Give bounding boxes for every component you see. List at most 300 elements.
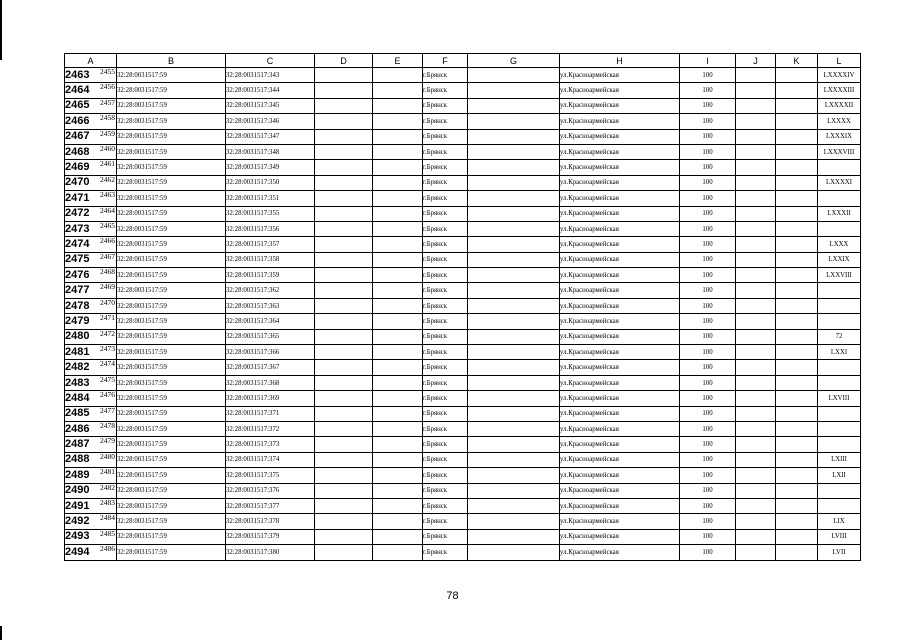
cell-g[interactable] — [468, 360, 560, 375]
cell-g[interactable] — [468, 98, 560, 113]
cell-h[interactable]: ул.Красноармейская — [560, 314, 680, 329]
row-number-cell[interactable] — [65, 206, 117, 221]
cell-d[interactable] — [315, 191, 373, 206]
cell-h[interactable]: ул.Красноармейская — [560, 498, 680, 513]
cell-f[interactable]: г.Брянск — [423, 545, 468, 560]
cell-g[interactable] — [468, 329, 560, 344]
cell-h[interactable]: ул.Красноармейская — [560, 237, 680, 252]
cell-g[interactable] — [468, 268, 560, 283]
cell-d[interactable] — [315, 144, 373, 159]
cell-c[interactable]: 32:28:0031517:345 — [226, 98, 315, 113]
row-number-cell[interactable] — [65, 68, 117, 83]
cell-i[interactable]: 100 — [680, 98, 736, 113]
cell-k[interactable] — [776, 129, 818, 144]
cell-c[interactable]: 32:28:0031517:379 — [226, 529, 315, 544]
cell-h[interactable]: ул.Красноармейская — [560, 144, 680, 159]
cell-i[interactable]: 100 — [680, 406, 736, 421]
cell-g[interactable] — [468, 345, 560, 360]
cell-b[interactable]: 32:28:0031517:59 — [117, 452, 226, 467]
cell-c[interactable]: 32:28:0031517:377 — [226, 498, 315, 513]
cell-b[interactable]: 32:28:0031517:59 — [117, 375, 226, 390]
cell-i[interactable]: 100 — [680, 314, 736, 329]
cell-e[interactable] — [373, 298, 423, 313]
cell-k[interactable] — [776, 191, 818, 206]
cell-h[interactable]: ул.Красноармейская — [560, 98, 680, 113]
cell-c[interactable]: 32:28:0031517:355 — [226, 206, 315, 221]
cell-j[interactable] — [736, 129, 776, 144]
cell-d[interactable] — [315, 406, 373, 421]
cell-h[interactable]: ул.Красноармейская — [560, 514, 680, 529]
cell-d[interactable] — [315, 421, 373, 436]
cell-d[interactable] — [315, 329, 373, 344]
cell-c[interactable]: 32:28:0031517:378 — [226, 514, 315, 529]
cell-b[interactable]: 32:28:0031517:59 — [117, 498, 226, 513]
cell-f[interactable]: г.Брянск — [423, 83, 468, 98]
cell-l[interactable]: LXXXXIV — [818, 68, 861, 83]
cell-c[interactable]: 32:28:0031517:343 — [226, 68, 315, 83]
cell-h[interactable]: ул.Красноармейская — [560, 283, 680, 298]
cell-j[interactable] — [736, 206, 776, 221]
cell-f[interactable]: г.Брянск — [423, 191, 468, 206]
row-number-cell[interactable] — [65, 175, 117, 190]
cell-e[interactable] — [373, 68, 423, 83]
cell-e[interactable] — [373, 468, 423, 483]
cell-j[interactable] — [736, 175, 776, 190]
column-header-g[interactable]: G — [468, 54, 560, 68]
cell-k[interactable] — [776, 298, 818, 313]
cell-i[interactable]: 100 — [680, 514, 736, 529]
cell-k[interactable] — [776, 498, 818, 513]
cell-k[interactable] — [776, 545, 818, 560]
cell-d[interactable] — [315, 437, 373, 452]
cell-b[interactable]: 32:28:0031517:59 — [117, 160, 226, 175]
cell-l[interactable]: LXVIII — [818, 391, 861, 406]
cell-j[interactable] — [736, 329, 776, 344]
cell-e[interactable] — [373, 252, 423, 267]
row-number-cell[interactable] — [65, 129, 117, 144]
cell-k[interactable] — [776, 206, 818, 221]
row-number-cell[interactable] — [65, 437, 117, 452]
cell-f[interactable]: г.Брянск — [423, 452, 468, 467]
row-number-cell[interactable] — [65, 114, 117, 129]
cell-h[interactable]: ул.Красноармейская — [560, 468, 680, 483]
cell-d[interactable] — [315, 268, 373, 283]
cell-e[interactable] — [373, 144, 423, 159]
cell-f[interactable]: г.Брянск — [423, 345, 468, 360]
row-number-cell[interactable] — [65, 314, 117, 329]
cell-g[interactable] — [468, 391, 560, 406]
cell-f[interactable]: г.Брянск — [423, 406, 468, 421]
cell-g[interactable] — [468, 83, 560, 98]
cell-i[interactable]: 100 — [680, 144, 736, 159]
cell-k[interactable] — [776, 483, 818, 498]
cell-e[interactable] — [373, 83, 423, 98]
cell-g[interactable] — [468, 545, 560, 560]
cell-f[interactable]: г.Брянск — [423, 360, 468, 375]
cell-h[interactable]: ул.Красноармейская — [560, 160, 680, 175]
column-header-h[interactable]: H — [560, 54, 680, 68]
cell-d[interactable] — [315, 283, 373, 298]
cell-g[interactable] — [468, 375, 560, 390]
cell-g[interactable] — [468, 468, 560, 483]
cell-d[interactable] — [315, 252, 373, 267]
cell-g[interactable] — [468, 529, 560, 544]
cell-c[interactable]: 32:28:0031517:364 — [226, 314, 315, 329]
cell-l[interactable]: LIX — [818, 514, 861, 529]
cell-f[interactable]: г.Брянск — [423, 252, 468, 267]
cell-e[interactable] — [373, 406, 423, 421]
cell-k[interactable] — [776, 160, 818, 175]
cell-k[interactable] — [776, 345, 818, 360]
row-number-cell[interactable] — [65, 98, 117, 113]
cell-l[interactable]: LXXVIII — [818, 268, 861, 283]
cell-b[interactable]: 32:28:0031517:59 — [117, 129, 226, 144]
cell-f[interactable]: г.Брянск — [423, 437, 468, 452]
cell-f[interactable]: г.Брянск — [423, 68, 468, 83]
cell-e[interactable] — [373, 545, 423, 560]
cell-e[interactable] — [373, 483, 423, 498]
cell-l[interactable]: LXXXX — [818, 114, 861, 129]
cell-c[interactable]: 32:28:0031517:380 — [226, 545, 315, 560]
cell-j[interactable] — [736, 160, 776, 175]
cell-f[interactable]: г.Брянск — [423, 144, 468, 159]
cell-i[interactable]: 100 — [680, 68, 736, 83]
cell-k[interactable] — [776, 237, 818, 252]
cell-b[interactable]: 32:28:0031517:59 — [117, 237, 226, 252]
cell-k[interactable] — [776, 175, 818, 190]
row-number-cell[interactable] — [65, 191, 117, 206]
cell-g[interactable] — [468, 68, 560, 83]
cell-d[interactable] — [315, 529, 373, 544]
cell-j[interactable] — [736, 144, 776, 159]
cell-f[interactable]: г.Брянск — [423, 114, 468, 129]
cell-g[interactable] — [468, 298, 560, 313]
cell-b[interactable]: 32:28:0031517:59 — [117, 175, 226, 190]
cell-l[interactable]: LXXXIX — [818, 129, 861, 144]
cell-e[interactable] — [373, 175, 423, 190]
cell-g[interactable] — [468, 406, 560, 421]
cell-k[interactable] — [776, 406, 818, 421]
cell-b[interactable]: 32:28:0031517:59 — [117, 529, 226, 544]
cell-g[interactable] — [468, 129, 560, 144]
cell-c[interactable]: 32:28:0031517:367 — [226, 360, 315, 375]
cell-i[interactable]: 100 — [680, 421, 736, 436]
cell-k[interactable] — [776, 529, 818, 544]
cell-d[interactable] — [315, 391, 373, 406]
cell-l[interactable] — [818, 160, 861, 175]
cell-l[interactable] — [818, 314, 861, 329]
cell-d[interactable] — [315, 237, 373, 252]
cell-i[interactable]: 100 — [680, 468, 736, 483]
cell-b[interactable]: 32:28:0031517:59 — [117, 221, 226, 236]
column-header-k[interactable]: K — [776, 54, 818, 68]
cell-i[interactable]: 100 — [680, 252, 736, 267]
column-header-a[interactable]: A — [65, 54, 117, 68]
cell-i[interactable]: 100 — [680, 391, 736, 406]
row-number-cell[interactable] — [65, 237, 117, 252]
cell-e[interactable] — [373, 329, 423, 344]
cell-f[interactable]: г.Брянск — [423, 160, 468, 175]
cell-i[interactable]: 100 — [680, 283, 736, 298]
cell-h[interactable]: ул.Красноармейская — [560, 437, 680, 452]
cell-j[interactable] — [736, 452, 776, 467]
cell-e[interactable] — [373, 360, 423, 375]
cell-i[interactable]: 100 — [680, 206, 736, 221]
cell-i[interactable]: 100 — [680, 529, 736, 544]
cell-f[interactable]: г.Брянск — [423, 421, 468, 436]
cell-b[interactable]: 32:28:0031517:59 — [117, 437, 226, 452]
column-header-f[interactable]: F — [423, 54, 468, 68]
row-number-cell[interactable] — [65, 360, 117, 375]
row-number-cell[interactable] — [65, 83, 117, 98]
cell-l[interactable] — [818, 283, 861, 298]
cell-l[interactable] — [818, 498, 861, 513]
cell-e[interactable] — [373, 437, 423, 452]
cell-k[interactable] — [776, 221, 818, 236]
row-number-cell[interactable] — [65, 283, 117, 298]
cell-c[interactable]: 32:28:0031517:366 — [226, 345, 315, 360]
cell-c[interactable]: 32:28:0031517:369 — [226, 391, 315, 406]
column-header-i[interactable]: I — [680, 54, 736, 68]
cell-d[interactable] — [315, 160, 373, 175]
cell-b[interactable]: 32:28:0031517:59 — [117, 298, 226, 313]
row-number-cell[interactable] — [65, 329, 117, 344]
cell-f[interactable]: г.Брянск — [423, 514, 468, 529]
cell-c[interactable]: 32:28:0031517:365 — [226, 329, 315, 344]
cell-i[interactable]: 100 — [680, 83, 736, 98]
cell-h[interactable]: ул.Красноармейская — [560, 191, 680, 206]
cell-i[interactable]: 100 — [680, 437, 736, 452]
cell-g[interactable] — [468, 160, 560, 175]
cell-e[interactable] — [373, 98, 423, 113]
cell-h[interactable]: ул.Красноармейская — [560, 268, 680, 283]
cell-j[interactable] — [736, 237, 776, 252]
cell-i[interactable]: 100 — [680, 375, 736, 390]
cell-e[interactable] — [373, 375, 423, 390]
cell-l[interactable]: LXXIX — [818, 252, 861, 267]
cell-b[interactable]: 32:28:0031517:59 — [117, 545, 226, 560]
cell-k[interactable] — [776, 437, 818, 452]
cell-g[interactable] — [468, 437, 560, 452]
row-number-cell[interactable] — [65, 514, 117, 529]
cell-h[interactable]: ул.Красноармейская — [560, 221, 680, 236]
cell-e[interactable] — [373, 421, 423, 436]
cell-k[interactable] — [776, 360, 818, 375]
cell-h[interactable]: ул.Красноармейская — [560, 529, 680, 544]
cell-k[interactable] — [776, 83, 818, 98]
cell-j[interactable] — [736, 498, 776, 513]
cell-j[interactable] — [736, 529, 776, 544]
cell-b[interactable]: 32:28:0031517:59 — [117, 421, 226, 436]
cell-i[interactable]: 100 — [680, 452, 736, 467]
cell-f[interactable]: г.Брянск — [423, 529, 468, 544]
cell-c[interactable]: 32:28:0031517:357 — [226, 237, 315, 252]
cell-j[interactable] — [736, 406, 776, 421]
row-number-cell[interactable] — [65, 391, 117, 406]
cell-b[interactable]: 32:28:0031517:59 — [117, 283, 226, 298]
cell-c[interactable]: 32:28:0031517:348 — [226, 144, 315, 159]
cell-f[interactable]: г.Брянск — [423, 98, 468, 113]
cell-h[interactable]: ул.Красноармейская — [560, 83, 680, 98]
cell-c[interactable]: 32:28:0031517:372 — [226, 421, 315, 436]
cell-g[interactable] — [468, 252, 560, 267]
cell-e[interactable] — [373, 514, 423, 529]
cell-j[interactable] — [736, 360, 776, 375]
row-number-cell[interactable] — [65, 529, 117, 544]
cell-f[interactable]: г.Брянск — [423, 498, 468, 513]
cell-b[interactable]: 32:28:0031517:59 — [117, 314, 226, 329]
cell-h[interactable]: ул.Красноармейская — [560, 421, 680, 436]
cell-f[interactable]: г.Брянск — [423, 206, 468, 221]
cell-d[interactable] — [315, 175, 373, 190]
cell-e[interactable] — [373, 498, 423, 513]
cell-j[interactable] — [736, 545, 776, 560]
cell-e[interactable] — [373, 129, 423, 144]
cell-b[interactable]: 32:28:0031517:59 — [117, 191, 226, 206]
cell-k[interactable] — [776, 68, 818, 83]
cell-l[interactable]: LXXXII — [818, 206, 861, 221]
cell-i[interactable]: 100 — [680, 483, 736, 498]
cell-g[interactable] — [468, 221, 560, 236]
cell-h[interactable]: ул.Красноармейская — [560, 391, 680, 406]
cell-i[interactable]: 100 — [680, 114, 736, 129]
row-number-cell[interactable] — [65, 452, 117, 467]
cell-l[interactable] — [818, 483, 861, 498]
cell-k[interactable] — [776, 314, 818, 329]
cell-j[interactable] — [736, 421, 776, 436]
cell-k[interactable] — [776, 283, 818, 298]
cell-h[interactable]: ул.Красноармейская — [560, 406, 680, 421]
row-number-cell[interactable] — [65, 268, 117, 283]
cell-f[interactable]: г.Брянск — [423, 268, 468, 283]
cell-f[interactable]: г.Брянск — [423, 468, 468, 483]
cell-c[interactable]: 32:28:0031517:376 — [226, 483, 315, 498]
cell-j[interactable] — [736, 468, 776, 483]
cell-i[interactable]: 100 — [680, 175, 736, 190]
cell-g[interactable] — [468, 144, 560, 159]
cell-e[interactable] — [373, 191, 423, 206]
cell-j[interactable] — [736, 391, 776, 406]
cell-l[interactable] — [818, 221, 861, 236]
cell-j[interactable] — [736, 298, 776, 313]
cell-e[interactable] — [373, 345, 423, 360]
cell-l[interactable]: LXII — [818, 468, 861, 483]
cell-h[interactable]: ул.Красноармейская — [560, 329, 680, 344]
cell-e[interactable] — [373, 529, 423, 544]
cell-d[interactable] — [315, 545, 373, 560]
cell-b[interactable]: 32:28:0031517:59 — [117, 468, 226, 483]
row-number-cell[interactable] — [65, 483, 117, 498]
cell-k[interactable] — [776, 144, 818, 159]
cell-d[interactable] — [315, 375, 373, 390]
cell-d[interactable] — [315, 468, 373, 483]
cell-j[interactable] — [736, 68, 776, 83]
cell-b[interactable]: 32:28:0031517:59 — [117, 114, 226, 129]
cell-b[interactable]: 32:28:0031517:59 — [117, 514, 226, 529]
cell-i[interactable]: 100 — [680, 221, 736, 236]
cell-l[interactable]: 72 — [818, 329, 861, 344]
cell-g[interactable] — [468, 283, 560, 298]
cell-j[interactable] — [736, 375, 776, 390]
row-number-cell[interactable] — [65, 221, 117, 236]
column-header-c[interactable]: C — [226, 54, 315, 68]
cell-f[interactable]: г.Брянск — [423, 483, 468, 498]
cell-l[interactable]: LVIII — [818, 529, 861, 544]
cell-k[interactable] — [776, 391, 818, 406]
cell-j[interactable] — [736, 98, 776, 113]
cell-c[interactable]: 32:28:0031517:373 — [226, 437, 315, 452]
cell-c[interactable]: 32:28:0031517:344 — [226, 83, 315, 98]
cell-i[interactable]: 100 — [680, 129, 736, 144]
cell-j[interactable] — [736, 221, 776, 236]
cell-c[interactable]: 32:28:0031517:371 — [226, 406, 315, 421]
cell-c[interactable]: 32:28:0031517:358 — [226, 252, 315, 267]
cell-i[interactable]: 100 — [680, 268, 736, 283]
cell-i[interactable]: 100 — [680, 160, 736, 175]
cell-d[interactable] — [315, 114, 373, 129]
cell-g[interactable] — [468, 483, 560, 498]
cell-k[interactable] — [776, 114, 818, 129]
cell-k[interactable] — [776, 421, 818, 436]
cell-l[interactable]: LXXI — [818, 345, 861, 360]
row-number-cell[interactable] — [65, 375, 117, 390]
cell-c[interactable]: 32:28:0031517:346 — [226, 114, 315, 129]
row-number-cell[interactable] — [65, 545, 117, 560]
column-header-b[interactable]: B — [117, 54, 226, 68]
cell-f[interactable]: г.Брянск — [423, 221, 468, 236]
cell-g[interactable] — [468, 237, 560, 252]
cell-g[interactable] — [468, 175, 560, 190]
cell-e[interactable] — [373, 268, 423, 283]
cell-l[interactable]: LXIII — [818, 452, 861, 467]
cell-h[interactable]: ул.Красноармейская — [560, 114, 680, 129]
cell-e[interactable] — [373, 314, 423, 329]
cell-b[interactable]: 32:28:0031517:59 — [117, 406, 226, 421]
cell-g[interactable] — [468, 114, 560, 129]
cell-g[interactable] — [468, 191, 560, 206]
cell-k[interactable] — [776, 329, 818, 344]
cell-d[interactable] — [315, 298, 373, 313]
cell-l[interactable] — [818, 421, 861, 436]
cell-l[interactable]: LVII — [818, 545, 861, 560]
cell-b[interactable]: 32:28:0031517:59 — [117, 206, 226, 221]
cell-f[interactable]: г.Брянск — [423, 237, 468, 252]
cell-k[interactable] — [776, 268, 818, 283]
cell-g[interactable] — [468, 452, 560, 467]
cell-h[interactable]: ул.Красноармейская — [560, 452, 680, 467]
cell-d[interactable] — [315, 98, 373, 113]
cell-b[interactable]: 32:28:0031517:59 — [117, 391, 226, 406]
row-number-cell[interactable] — [65, 468, 117, 483]
row-number-cell[interactable] — [65, 498, 117, 513]
cell-e[interactable] — [373, 283, 423, 298]
cell-i[interactable]: 100 — [680, 298, 736, 313]
cell-e[interactable] — [373, 391, 423, 406]
cell-h[interactable]: ул.Красноармейская — [560, 345, 680, 360]
cell-l[interactable] — [818, 437, 861, 452]
cell-b[interactable]: 32:28:0031517:59 — [117, 252, 226, 267]
column-header-l[interactable]: L — [818, 54, 861, 68]
row-number-cell[interactable] — [65, 252, 117, 267]
cell-c[interactable]: 32:28:0031517:359 — [226, 268, 315, 283]
cell-g[interactable] — [468, 498, 560, 513]
cell-j[interactable] — [736, 483, 776, 498]
row-number-cell[interactable] — [65, 160, 117, 175]
cell-l[interactable]: LXXXXII — [818, 98, 861, 113]
cell-j[interactable] — [736, 114, 776, 129]
row-number-cell[interactable] — [65, 421, 117, 436]
cell-l[interactable] — [818, 298, 861, 313]
